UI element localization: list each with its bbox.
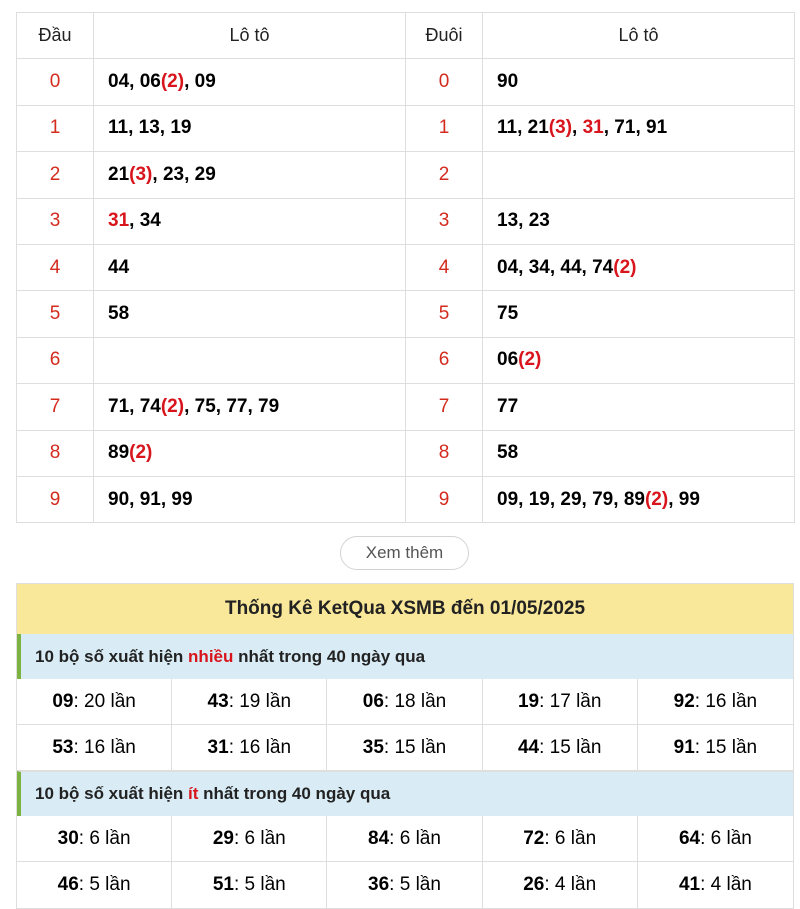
loto-number: 09 — [194, 71, 216, 93]
stat-number: 72 — [523, 827, 545, 849]
stat-number: 26 — [523, 874, 545, 895]
loto-number: 79 — [258, 395, 280, 417]
least-frequent-heading — [17, 771, 793, 816]
loto-count: (2) — [129, 442, 153, 464]
separator: , — [668, 488, 679, 510]
most-frequent-grid — [17, 679, 793, 771]
dau-digit: 6 — [17, 337, 94, 383]
separator: , — [613, 488, 624, 510]
stat-cell — [172, 862, 327, 908]
separator: , — [152, 163, 163, 185]
dau-digit: 1 — [17, 105, 94, 151]
separator: , — [159, 117, 171, 139]
separator: , — [129, 488, 140, 510]
loto-number: 58 — [497, 442, 519, 464]
duoi-loto-list — [483, 430, 795, 476]
loto-header-row — [17, 13, 795, 59]
separator: , — [128, 117, 139, 139]
stat-number: 29 — [212, 827, 234, 849]
loto-row — [17, 152, 795, 198]
stat-number: 92 — [673, 690, 695, 712]
stat-cell — [483, 725, 638, 771]
separator: , — [160, 488, 172, 510]
loto-number: 71 — [614, 117, 636, 139]
dau-loto-list — [94, 291, 406, 337]
stat-cell — [327, 679, 482, 725]
stat-cell — [172, 725, 327, 771]
dau-loto-list — [94, 384, 406, 430]
separator: , — [549, 488, 561, 510]
stat-number: 51 — [212, 874, 234, 895]
least-heading-prefix: 10 bộ số xuất hiện — [35, 784, 189, 803]
stat-number: 44 — [517, 736, 540, 758]
separator: , — [129, 395, 140, 417]
loto-number: 34 — [528, 256, 550, 278]
loto-number: 06 — [139, 71, 161, 93]
loto-number: 04 — [497, 256, 519, 278]
stat-cell — [638, 862, 793, 908]
loto-number: 77 — [226, 395, 248, 417]
stat-count: : 16 lần — [73, 736, 136, 758]
loto-number: 75 — [497, 303, 519, 325]
duoi-digit: 0 — [406, 59, 483, 105]
loto-row — [17, 384, 795, 430]
stat-count: : 19 lần — [228, 690, 292, 712]
loto-number: 91 — [646, 117, 668, 139]
loto-number: 29 — [560, 488, 582, 510]
stat-cell — [483, 816, 638, 862]
stats-title: Thống Kê KetQua XSMB đến 01/05/2025 — [17, 584, 793, 634]
duoi-loto-list — [483, 198, 795, 244]
stat-count: : 18 lần — [383, 690, 447, 712]
loto-row — [17, 430, 795, 476]
stat-number: 06 — [362, 690, 384, 712]
stat-number: 41 — [678, 874, 701, 895]
separator: , — [572, 117, 583, 139]
loto-number: 58 — [108, 303, 130, 325]
stat-cell — [17, 816, 172, 862]
separator: , — [581, 256, 593, 278]
duoi-digit: 8 — [406, 430, 483, 476]
dau-loto-list — [94, 152, 406, 198]
most-heading-highlight: nhiều — [188, 646, 234, 666]
loto-number: 23 — [528, 210, 550, 232]
loto-count: (2) — [518, 349, 542, 371]
stat-number: 84 — [368, 827, 390, 849]
duoi-digit: 6 — [406, 337, 483, 383]
loto-number: 19 — [170, 117, 192, 139]
stat-number: 35 — [362, 736, 384, 758]
loto-number: 31 — [582, 117, 604, 139]
stat-cell — [172, 816, 327, 862]
stat-number: 19 — [517, 690, 540, 712]
loto-count: (3) — [129, 163, 153, 185]
loto-number: 04 — [108, 71, 130, 93]
duoi-loto-list — [483, 59, 795, 105]
duoi-loto-list — [483, 384, 795, 430]
stat-cell — [638, 816, 793, 862]
dau-digit: 0 — [17, 59, 94, 105]
dau-loto-list — [94, 198, 406, 244]
loto-row — [17, 244, 795, 290]
separator: , — [581, 488, 593, 510]
loto-number: 13 — [497, 210, 519, 232]
duoi-digit: 2 — [406, 152, 483, 198]
stat-count: : 6 lần — [78, 827, 131, 849]
xem-them-button[interactable]: Xem thêm — [340, 536, 469, 570]
most-heading-prefix: 10 bộ số xuất hiện — [35, 646, 189, 666]
dau-loto-list — [94, 337, 406, 383]
duoi-loto-list — [483, 476, 795, 522]
loto-number: 23 — [162, 163, 185, 185]
loto-number: 13 — [138, 117, 160, 139]
loto-count: (2) — [160, 395, 185, 417]
least-heading-suffix: nhất trong 40 ngày qua — [198, 784, 391, 803]
stat-cell — [483, 862, 638, 908]
loto-number: 11 — [108, 117, 129, 139]
stat-count: : 6 lần — [389, 827, 441, 849]
loto-count: (2) — [613, 256, 637, 278]
stat-cell — [17, 725, 172, 771]
separator: , — [549, 256, 561, 278]
stat-count: : 5 lần — [78, 874, 131, 895]
stat-cell — [17, 862, 172, 908]
separator: , — [518, 210, 529, 232]
loto-number: 34 — [139, 210, 161, 232]
header-dau: Đầu — [17, 13, 94, 59]
dau-digit: 7 — [17, 384, 94, 430]
dau-digit: 8 — [17, 430, 94, 476]
stat-count: : 5 lần — [389, 874, 441, 895]
separator: , — [215, 395, 227, 417]
dau-loto-list — [94, 430, 406, 476]
stat-count: : 6 lần — [544, 827, 597, 849]
loto-row — [17, 291, 795, 337]
stat-cell — [327, 862, 482, 908]
separator: , — [129, 71, 140, 93]
stat-number: 31 — [207, 736, 229, 758]
loto-number: 77 — [497, 395, 519, 417]
loto-number: 79 — [592, 488, 614, 510]
loto-number: 89 — [108, 442, 130, 464]
stat-number: 30 — [57, 827, 79, 849]
duoi-loto-list — [483, 152, 795, 198]
stat-count: : 6 lần — [233, 827, 286, 849]
loto-count: (2) — [644, 488, 669, 510]
loto-number: 31 — [108, 210, 130, 232]
loto-number: 44 — [560, 256, 582, 278]
separator: , — [517, 117, 528, 139]
stat-count: : 16 lần — [228, 736, 292, 758]
separator: , — [518, 488, 529, 510]
stat-number: 64 — [678, 827, 701, 849]
separator: , — [184, 163, 195, 185]
loto-number: 21 — [108, 163, 130, 185]
loto-count: (2) — [160, 71, 185, 93]
header-loto-left: Lô tô — [94, 13, 406, 59]
stat-count: : 15 lần — [694, 736, 758, 758]
duoi-digit: 7 — [406, 384, 483, 430]
loto-row — [17, 198, 795, 244]
most-heading-suffix: nhất trong 40 ngày qua — [233, 646, 426, 666]
loto-row — [17, 59, 795, 105]
loto-row — [17, 105, 795, 151]
stat-count: : 4 lần — [544, 874, 597, 895]
loto-count: (3) — [548, 117, 573, 139]
dau-loto-list — [94, 244, 406, 290]
loto-number: 89 — [623, 488, 645, 510]
separator: , — [635, 117, 646, 139]
loto-number: 90 — [497, 71, 519, 93]
loto-number: 74 — [592, 256, 614, 278]
stat-cell — [483, 679, 638, 725]
stat-cell — [17, 679, 172, 725]
stat-count: : 15 lần — [383, 736, 447, 758]
stat-number: 46 — [57, 874, 79, 895]
stat-number: 43 — [207, 690, 229, 712]
stat-count: : 17 lần — [539, 690, 602, 712]
loto-number: 09 — [497, 488, 519, 510]
duoi-loto-list — [483, 244, 795, 290]
stat-count: : 15 lần — [539, 736, 602, 758]
dau-digit: 2 — [17, 152, 94, 198]
loto-number: 11 — [497, 117, 518, 139]
stat-count: : 6 lần — [700, 827, 752, 849]
loto-number: 99 — [171, 488, 193, 510]
dau-loto-list — [94, 59, 406, 105]
duoi-digit: 5 — [406, 291, 483, 337]
dau-loto-list — [94, 105, 406, 151]
stat-count: : 16 lần — [694, 690, 758, 712]
least-heading-highlight: ít — [188, 784, 199, 803]
loto-number: 21 — [527, 117, 549, 139]
loto-row — [17, 476, 795, 522]
header-loto-right: Lô tô — [483, 13, 795, 59]
stat-cell — [172, 679, 327, 725]
loto-number: 90 — [108, 488, 130, 510]
stat-cell — [327, 725, 482, 771]
loto-number: 19 — [528, 488, 550, 510]
least-frequent-grid — [17, 816, 793, 908]
loto-number: 99 — [678, 488, 700, 510]
dau-digit: 4 — [17, 244, 94, 290]
loto-number: 91 — [139, 488, 161, 510]
stat-count: : 4 lần — [700, 874, 752, 895]
stat-number: 91 — [673, 736, 695, 758]
separator: , — [518, 256, 529, 278]
duoi-digit: 1 — [406, 105, 483, 151]
duoi-loto-list — [483, 337, 795, 383]
loto-number: 06 — [497, 349, 519, 371]
loto-number: 71 — [108, 395, 130, 417]
separator: , — [603, 117, 615, 139]
stat-number: 09 — [52, 690, 74, 712]
dau-digit: 3 — [17, 198, 94, 244]
stat-cell — [327, 816, 482, 862]
duoi-digit: 3 — [406, 198, 483, 244]
duoi-loto-list — [483, 291, 795, 337]
loto-number: 74 — [139, 395, 161, 417]
separator: , — [184, 71, 195, 93]
stat-number: 53 — [52, 736, 74, 758]
dau-digit: 9 — [17, 476, 94, 522]
dau-loto-list — [94, 476, 406, 522]
separator: , — [184, 395, 195, 417]
stats-panel — [16, 583, 794, 909]
stat-cell — [638, 679, 793, 725]
dau-digit: 5 — [17, 291, 94, 337]
loto-table — [16, 12, 795, 523]
duoi-digit: 4 — [406, 244, 483, 290]
loto-number: 44 — [108, 256, 130, 278]
stat-count: : 20 lần — [73, 690, 136, 712]
separator: , — [247, 395, 259, 417]
stat-count: : 5 lần — [233, 874, 286, 895]
stat-number: 36 — [368, 874, 390, 895]
loto-number: 75 — [194, 395, 216, 417]
duoi-loto-list — [483, 105, 795, 151]
stat-cell — [638, 725, 793, 771]
duoi-digit: 9 — [406, 476, 483, 522]
header-duoi: Đuôi — [406, 13, 483, 59]
loto-row — [17, 337, 795, 383]
separator: , — [129, 210, 140, 232]
most-frequent-heading — [17, 634, 793, 679]
loto-number: 29 — [194, 163, 216, 185]
